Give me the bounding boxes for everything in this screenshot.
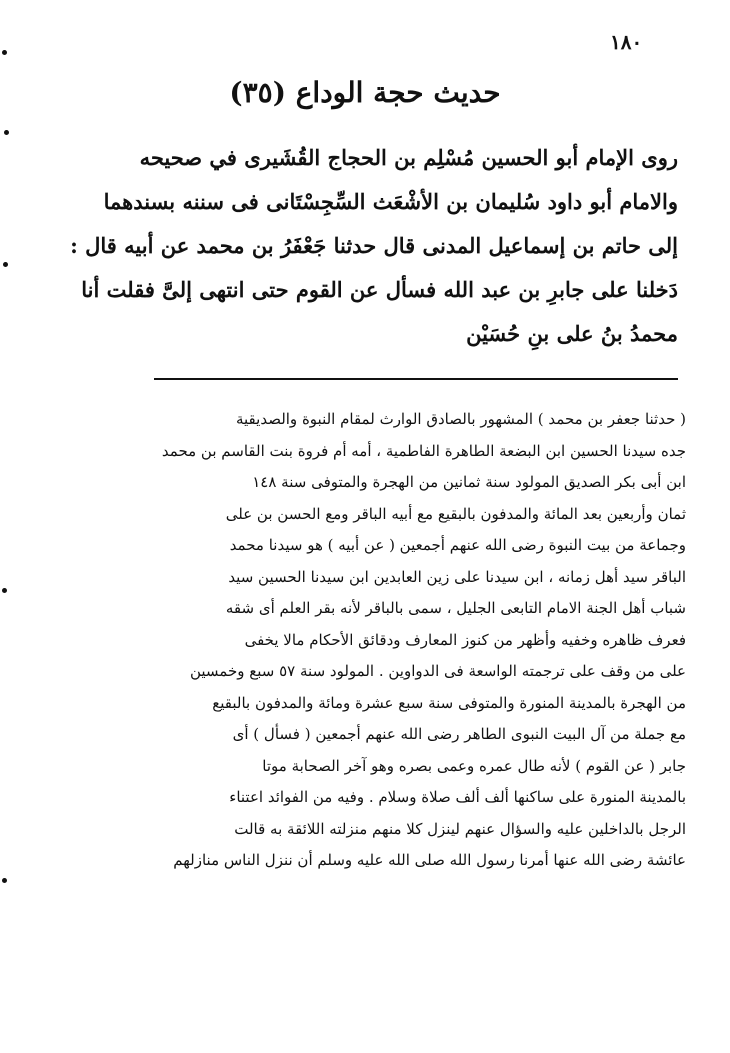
scan-mark [2, 50, 7, 55]
main-text-line: إلى حاتم بن إسماعيل المدنى قال حدثنا جَعْفَرُ بن محمد عن أبيه قال : [70, 233, 678, 258]
main-text-line: روى الإمام أبو الحسين مُسْلِم بن الحجاج القُشَيرى في صحيحه [139, 145, 678, 170]
footnote-separator [154, 378, 678, 380]
footnote-line: عائشة رضى الله عنها أمرنا رسول الله صلى الله عليه وسلم أن ننزل الناس منازلهم [173, 851, 686, 869]
scan-mark [2, 588, 7, 593]
footnote-line: ( حدثنا جعفر بن محمد ) المشهور بالصادق الوارث لمقام النبوة والصديقية [235, 410, 686, 428]
footnote-line: الرجل بالداخلين عليه والسؤال عنهم لينزل كلا منهم منزلته اللائقة به قالت [234, 819, 686, 838]
main-text-line: والامام أبو داود سُليمان بن الأشْعَث السِّجِسْتَانى فى سننه بسندهما [103, 189, 678, 214]
main-text-line: محمدُ بنُ على بنِ حُسَيْن [466, 321, 678, 346]
footnote-line: جده سيدنا الحسين ابن البضعة الطاهرة الفاطمية ، أمه أم فروة بنت القاسم بن محمد [161, 441, 686, 460]
footnote-line: مع جملة من آل البيت النبوى الطاهر رضى الله عنهم أجمعين ( فسأل ) أى [232, 725, 686, 743]
scan-mark [2, 878, 7, 883]
footnote-line: من الهجرة بالمدينة المنورة والمتوفى سنة سبع عشرة ومائة والمدفون بالبقيع [212, 693, 686, 712]
footnote-line: ابن أبى بكر الصديق المولود سنة ثمانين من الهجرة والمتوفى سنة ١٤٨ [252, 473, 686, 491]
section-heading: (٣٥) حديث حجة الوداع [229, 76, 501, 109]
main-text [70, 136, 678, 356]
footnote-line: ثمان وأربعين بعد المائة والمدفون بالبقيع مع أبيه الباقر ومع الحسن بن على [225, 504, 686, 523]
main-text-line: دَخلنا على جابرِ بن عبد الله فسأل عن القوم حتى انتهى إلىَّ فقلت أنا [81, 277, 678, 302]
footnote-line: جابر ( عن القوم ) لأنه طال عمره وعمى بصره وهو آخر الصحابة موتا [262, 756, 686, 775]
scan-mark [4, 130, 9, 135]
page-number: ١٨٠ [610, 30, 643, 54]
footnote-line: فعرف ظاهره وخفيه وأظهر من كنوز المعارف ودقائق الأحكام مالا يخفى [244, 630, 686, 649]
footnote-line: الباقر سيد أهل زمانه ، ابن سيدنا على زين العابدين ابن سيدنا الحسين سيد [228, 567, 686, 586]
footnote-line: على من وقف على ترجمته الواسعة فى الدواوين . المولود سنة ٥٧ سبع وخمسين [189, 662, 686, 680]
footnote-line: شباب أهل الجنة الامام التابعى الجليل ، سمى بالباقر لأنه بقر العلم أى شقه [225, 599, 686, 617]
footnote-text [58, 404, 686, 877]
footnote-line: وجماعة من بيت النبوة رضى الله عنهم أجمعين ( عن أبيه ) هو سيدنا محمد [229, 536, 686, 554]
scan-mark [3, 262, 8, 267]
footnote-line: بالمدينة المنورة على ساكنها ألف ألف صلاة وسلام . وفيه من الفوائد اعتناء [229, 788, 686, 806]
